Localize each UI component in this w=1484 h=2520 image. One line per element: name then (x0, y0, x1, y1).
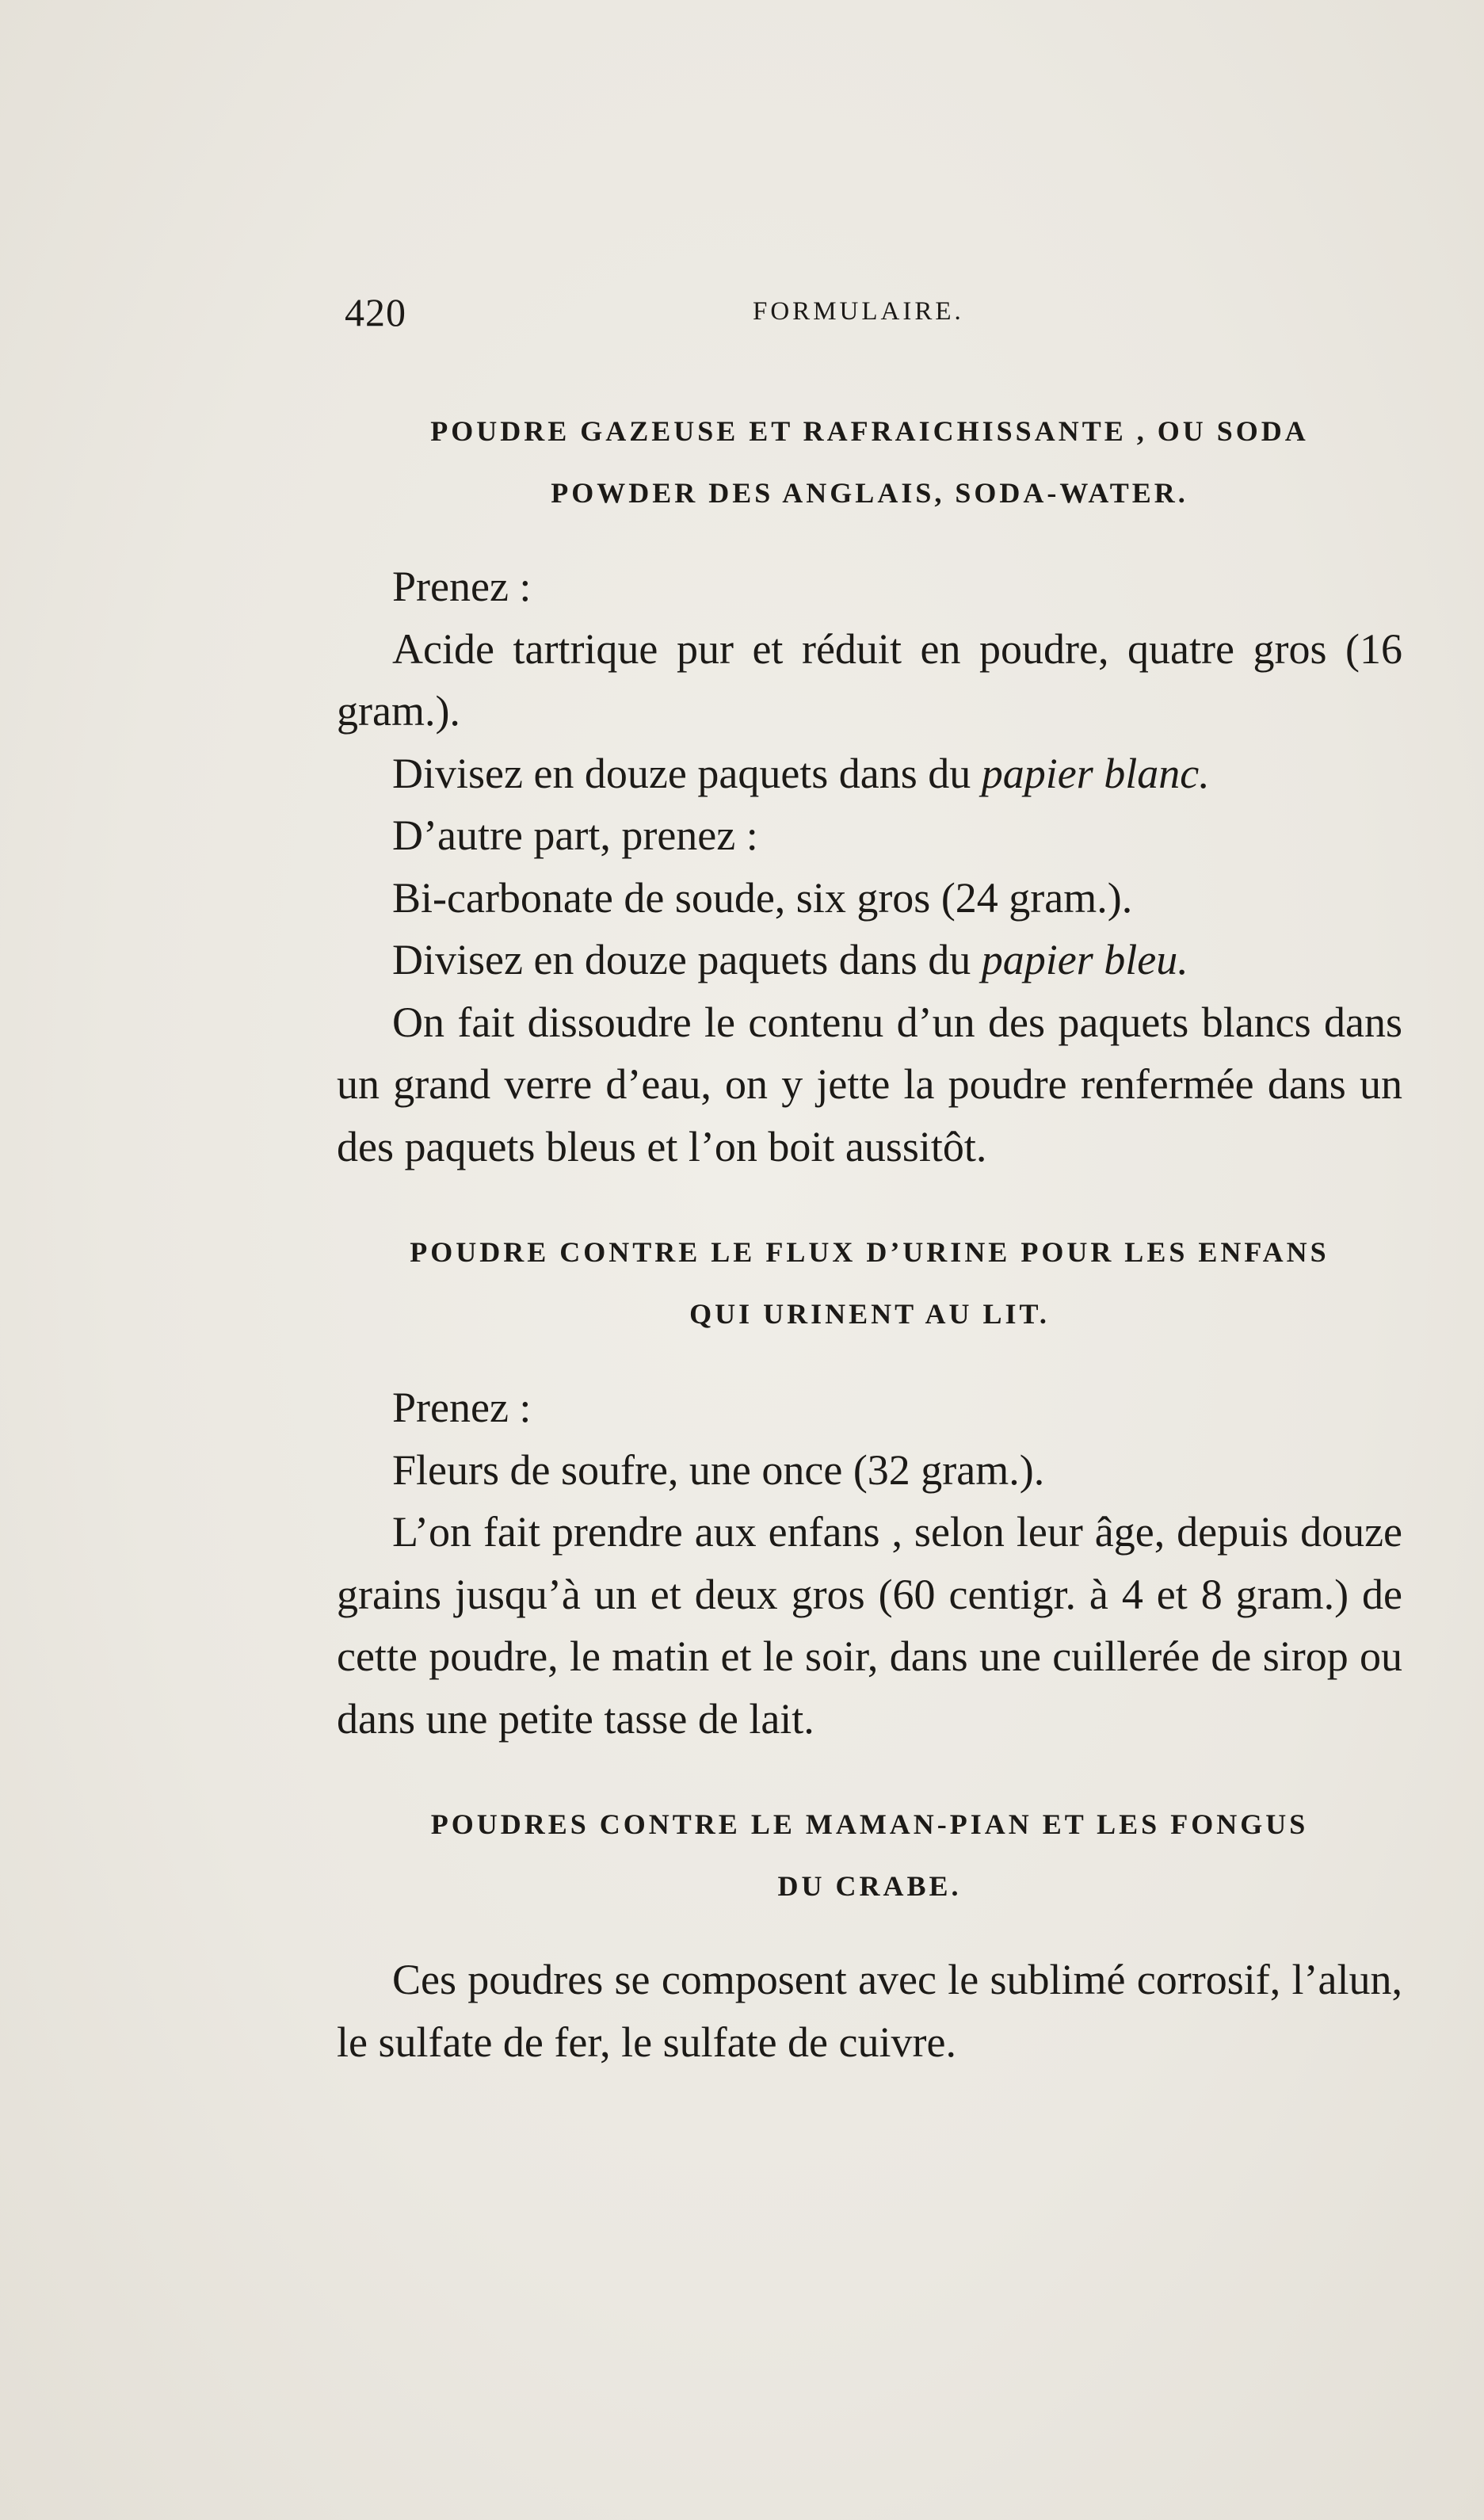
section-heading (337, 1221, 1402, 1345)
heading-line: POWDER DES ANGLAIS, SODA-WATER. (551, 477, 1188, 509)
paragraph (337, 743, 1402, 805)
paragraph: On fait dissoudre le contenu d’un des paquets blancs dans un grand verre d’eau, on y jette la poudre renfermée dans un des paquets bleus et l’on boit aussitôt. (337, 998, 1402, 1170)
section-heading (337, 400, 1402, 524)
page-number: 420 (345, 290, 406, 334)
heading-line: POUDRE CONTRE LE FLUX D’URINE POUR LES ENFANS (410, 1236, 1329, 1268)
paragraph-text: Divisez en douze paquets dans du (392, 749, 982, 797)
page-body (337, 400, 1402, 2073)
paragraph: Fleurs de soufre, une once (32 gram.). (392, 1445, 1045, 1494)
heading-line: POUDRES CONTRE LE MAMAN-PIAN ET LES FONGUS (430, 1808, 1309, 1840)
paragraph-italic: papier blanc. (981, 749, 1210, 797)
paragraph-italic: papier bleu. (981, 936, 1188, 983)
paragraph: D’autre part, prenez : (392, 811, 758, 859)
paragraph: L’on fait prendre aux enfans , selon leur âge, depuis douze grains jusqu’à un et deux gros (60 centigr. à 4 et 8 gram.) de cette poudre, le matin et le soir, dans une cuillerée de sirop ou dans une petite tasse de lait. (337, 1508, 1402, 1743)
paragraph: Prenez : (392, 1384, 532, 1431)
paragraph: Ces poudres se composent avec le sublimé corrosif, l’alun, le sulfate de fer, le sulfate de cuivre. (337, 1956, 1402, 2066)
paragraph: Prenez : (392, 563, 532, 610)
paragraph: Acide tartrique pur et réduit en poudre, quatre gros (16 gram.). (337, 624, 1402, 735)
page-header (345, 289, 1010, 345)
paragraph-text: Divisez en douze paquets dans du (392, 936, 982, 983)
heading-line: QUI URINENT AU LIT. (689, 1298, 1050, 1330)
running-title: FORMULAIRE. (753, 297, 964, 326)
heading-line: DU CRABE. (777, 1870, 962, 1902)
section-heading (337, 1793, 1402, 1917)
paragraph (337, 929, 1402, 991)
paragraph: Bi-carbonate de soude, six gros (24 gram.). (392, 873, 1133, 922)
heading-line: POUDRE GAZEUSE ET RAFRAICHISSANTE , OU SODA (430, 415, 1309, 447)
